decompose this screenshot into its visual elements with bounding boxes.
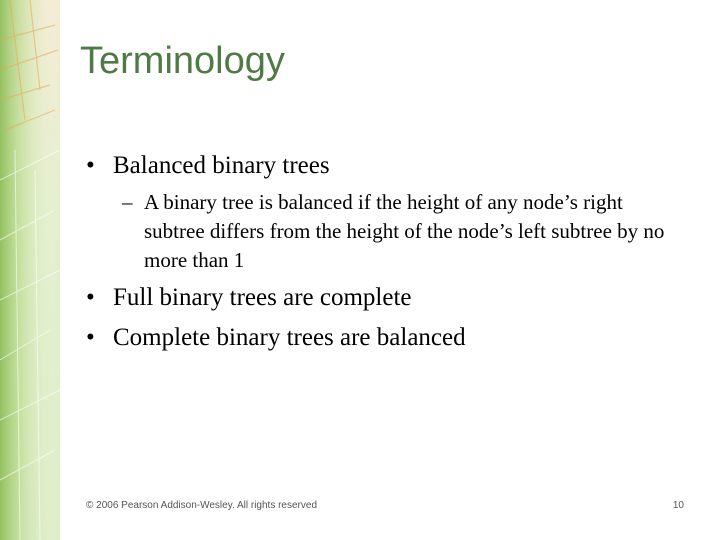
bullet-marker: • — [86, 152, 95, 179]
copyright-footer: © 2006 Pearson Addison-Wesley. All rights reserved — [86, 500, 318, 511]
sub-bullet-marker: – — [122, 190, 133, 214]
page-number: 10 — [672, 500, 684, 511]
sub-bullet-text: A binary tree is balanced if the height of any node’s right subtree differs from the height of the node’s left subtree by no more than 1 — [144, 190, 665, 272]
bullet-text: Balanced binary trees — [113, 152, 330, 179]
bullet-marker: • — [86, 284, 95, 311]
bullet-text: Complete binary trees are balanced — [113, 324, 466, 351]
bullet-marker: • — [86, 324, 95, 351]
bullet-text: Full binary trees are complete — [113, 284, 412, 311]
slide-title: Terminology — [80, 40, 285, 82]
